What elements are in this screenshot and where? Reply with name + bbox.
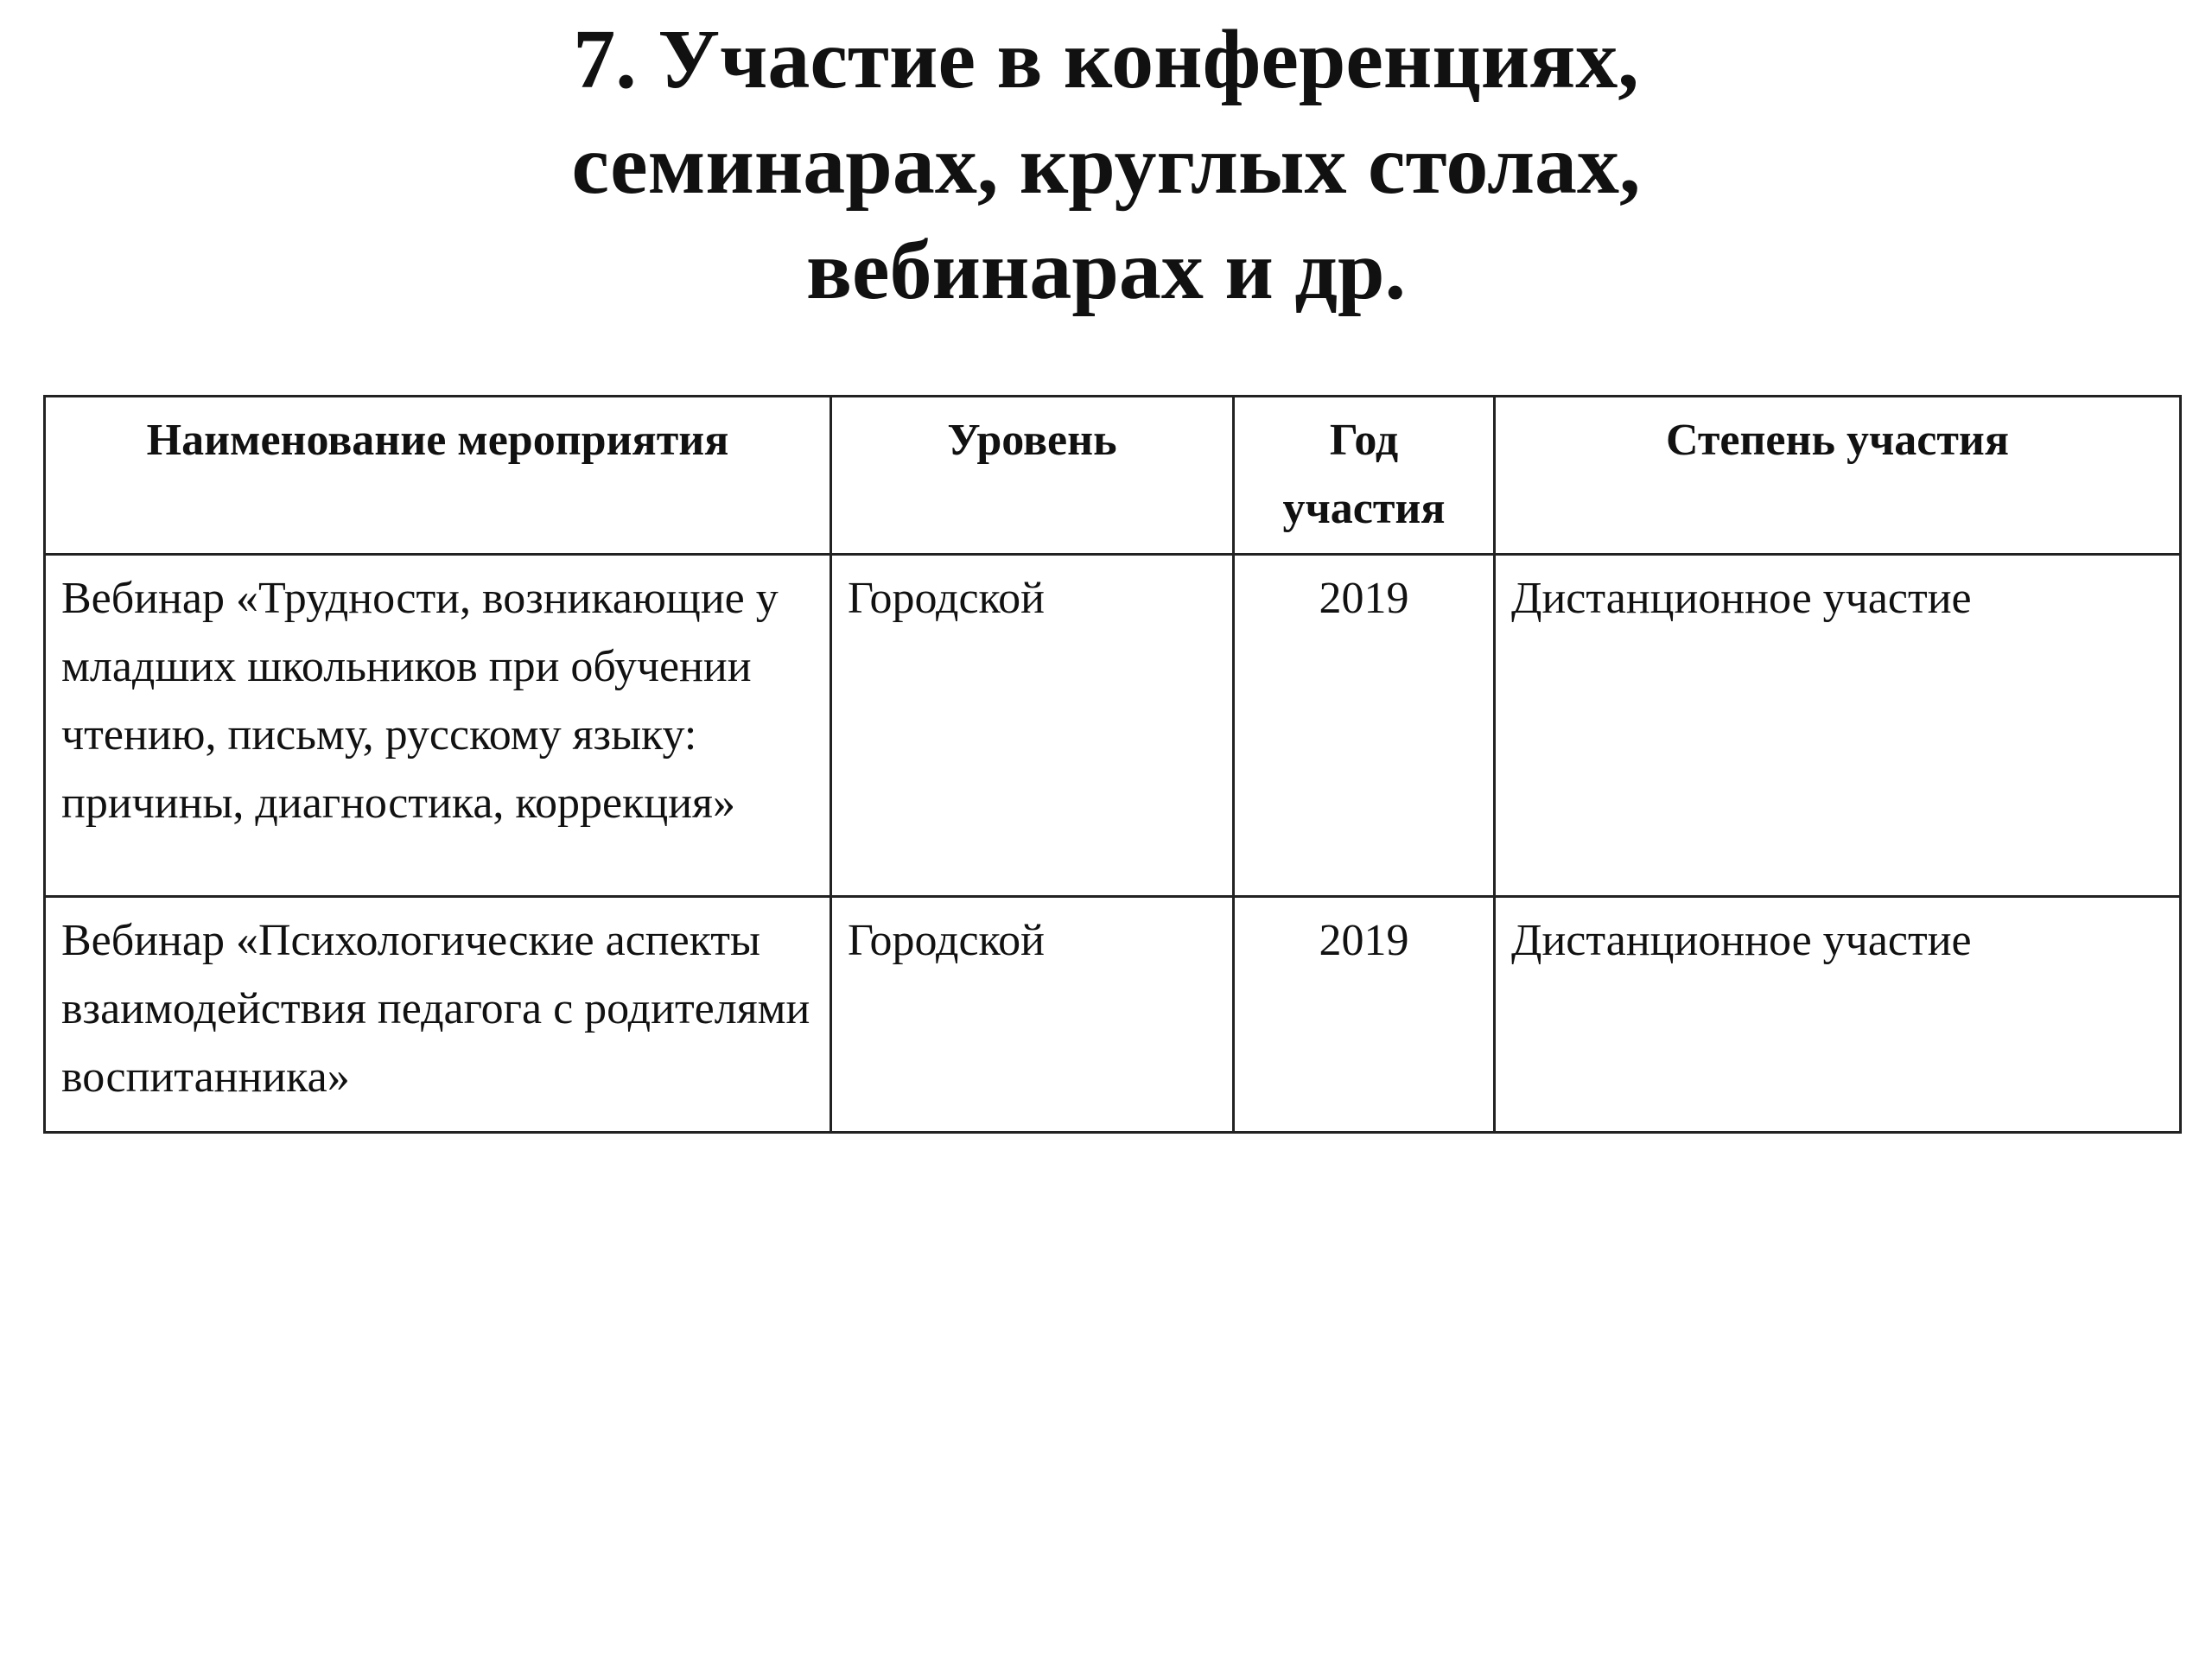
page-title bbox=[0, 7, 2212, 323]
participation-cell: Дистанционное участие bbox=[1495, 897, 2181, 1133]
page-title-line-1: 7. Участие в конференциях, bbox=[573, 13, 1639, 106]
header-level: Уровень bbox=[831, 397, 1234, 555]
table-row bbox=[45, 897, 2181, 1133]
year-cell: 2019 bbox=[1234, 897, 1495, 1133]
header-participation: Степень участия bbox=[1495, 397, 2181, 555]
table-row bbox=[45, 555, 2181, 897]
level-cell: Городской bbox=[831, 555, 1234, 897]
level-cell: Городской bbox=[831, 897, 1234, 1133]
event-name-cell: Вебинар «Психологические аспекты взаимодействия педагога с родителями воспитанника» bbox=[45, 897, 831, 1133]
year-cell: 2019 bbox=[1234, 555, 1495, 897]
table-header-row bbox=[45, 397, 2181, 555]
participation-cell: Дистанционное участие bbox=[1495, 555, 2181, 897]
header-year: Год участия bbox=[1234, 397, 1495, 555]
page-title-line-2: семинарах, круглых столах, bbox=[571, 118, 1641, 212]
event-name-cell: Вебинар «Трудности, возникающие у младших школьников при обучении чтению, письму, русскому языку: причины, диагностика, коррекция» bbox=[45, 555, 831, 897]
page-title-line-3: вебинарах и др. bbox=[806, 224, 1406, 317]
header-event-name: Наименование мероприятия bbox=[45, 397, 831, 555]
events-table bbox=[43, 395, 2182, 1134]
